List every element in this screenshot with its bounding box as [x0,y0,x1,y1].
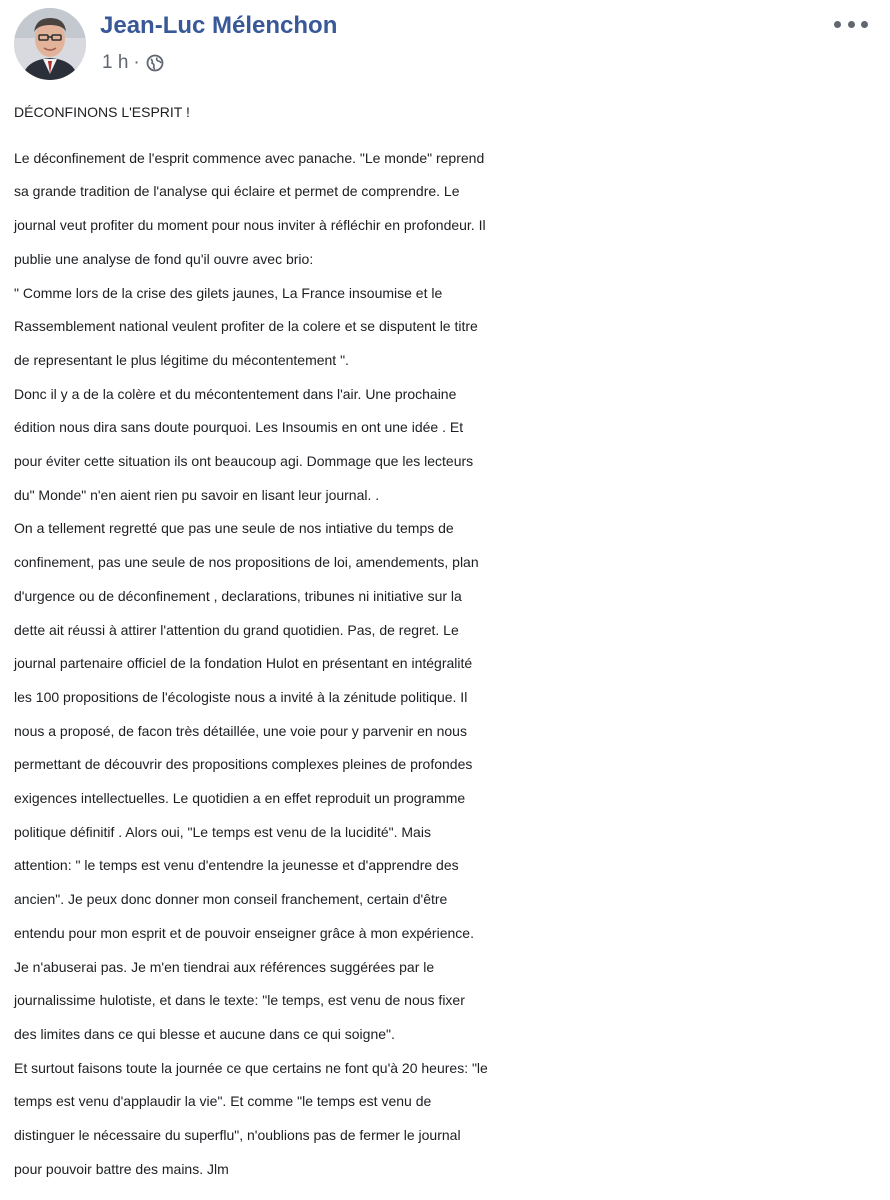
post-text-line: Rassemblement national veulent profiter de la colere et se disputent le titre [14,318,478,335]
post-text-line: les 100 propositions de l'écologiste nous a invité à la zénitude politique. Il [14,688,468,705]
post-text-line: journal veut profiter du moment pour nous inviter à réfléchir en profondeur. Il [14,217,486,234]
post-text-line: On a tellement regretté que pas une seule de nos intiative du temps de [14,520,454,537]
post-text-line: exigences intellectuelles. Le quotidien a en effet reproduit un programme [14,790,466,807]
post-text-line: entendu pour mon esprit et de pouvoir enseigner grâce à mon expérience. [14,924,474,941]
post-text-line: attention: " le temps est venu d'entendre la jeunesse et d'apprendre des [14,857,459,874]
post-text-line: d'urgence ou de déconfinement , declarations, tribunes ni initiative sur la [14,587,462,604]
more-dot [834,21,841,28]
post-text-line: de representant le plus légitime du mécontentement ". [14,351,349,368]
post-text-line: ancien". Je peux donc donner mon conseil franchement, certain d'être [14,891,448,908]
author-name-link[interactable]: Jean-Luc Mélenchon [100,12,338,39]
post-text-line: confinement, pas une seule de nos propositions de loi, amendements, plan [14,554,479,571]
post-body [14,96,882,1187]
post-text-line: pour pouvoir battre des mains. Jlm [14,1160,229,1177]
post-title: DÉCONFINONS L'ESPRIT ! [14,104,190,120]
post-text-line: sa grande tradition de l'analyse qui éclaire et permet de comprendre. Le [14,183,460,200]
avatar-image [14,8,86,80]
post-text-line: " Comme lors de la crise des gilets jaunes, La France insoumise et le [14,284,443,301]
post-text-line: Donc il y a de la colère et du mécontentement dans l'air. Une prochaine [14,385,457,402]
post-header [12,6,882,86]
post-text-line: édition nous dira sans doute pourquoi. Les Insoumis en ont une idée . Et [14,419,464,436]
post-text-line: temps est venu d'applaudir la vie". Et comme "le temps est venu de [14,1093,432,1110]
post-text-line: Le déconfinement de l'esprit commence avec panache. "Le monde" reprend [14,149,485,166]
post-text-line: pour éviter cette situation ils ont beaucoup agi. Dommage que les lecteurs [14,453,474,470]
post-text-line: journal partenaire officiel de la fondation Hulot en présentant en intégralité [14,655,473,672]
post-text-line: journalissime hulotiste, et dans le texte: "le temps, est venu de nous fixer [14,992,465,1009]
meta-separator: · [133,52,140,73]
more-dot [861,21,868,28]
post-text-line: du" Monde" n'en aient rien pu savoir en lisant leur journal. . [14,486,380,503]
post-text-line: politique définitif . Alors oui, "Le temps est venu de la lucidité". Mais [14,823,431,840]
post-timestamp[interactable]: 1 h [102,52,129,73]
post-text-line: Et surtout faisons toute la journée ce que certains ne font qu'à 20 heures: "le [14,1059,488,1076]
avatar[interactable] [14,8,86,80]
more-options-icon[interactable] [834,14,868,34]
post-text-line: publie une analyse de fond qu'il ouvre avec brio: [14,250,314,267]
post-text-line: permettant de découvrir des propositions complexes pleines de profondes [14,756,473,773]
post-text-line: des limites dans ce qui blesse et aucune dans ce qui soigne". [14,1025,395,1042]
post-text [14,142,882,1187]
post-text-line: dette ait réussi à attirer l'attention du grand quotidien. Pas, de regret. Le [14,621,459,638]
post-text-line: Je n'abuserai pas. Je m'en tiendrai aux références suggérées par le [14,958,435,975]
more-dot [848,21,855,28]
post-text-line: distinguer le nécessaire du superflu", n'oublions pas de fermer le journal [14,1127,461,1144]
post-text-line: nous a proposé, de facon très détaillée, une voie pour y parvenir en nous [14,722,467,739]
globe-icon[interactable] [146,54,164,72]
post-meta [102,52,164,74]
